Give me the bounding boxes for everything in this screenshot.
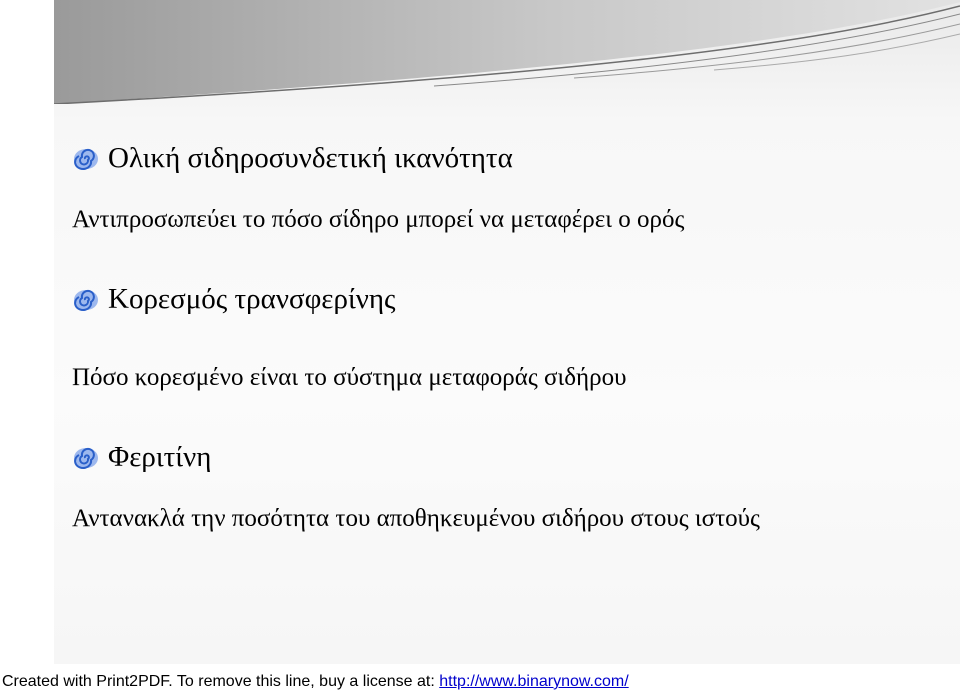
section-heading: Φεριτίνη <box>108 441 212 473</box>
section-heading-row <box>72 283 396 316</box>
section-heading-row <box>72 441 211 474</box>
section-text: Αντιπροσωπεύει το πόσο σίδηρο μπορεί να μεταφέρει ο ορός <box>72 206 685 233</box>
swirl-bullet-icon <box>72 147 100 171</box>
swirl-bullet-icon <box>72 446 100 470</box>
swirl-bullet-icon <box>72 288 100 312</box>
section-heading: Ολική σιδηροσυνδετική ικανότητα <box>108 142 513 174</box>
footer-text: Created with Print2PDF. To remove this line, buy a license at: <box>2 673 440 690</box>
license-link[interactable]: http://www.binarynow.com/ <box>439 673 629 690</box>
slide <box>54 0 960 664</box>
section-heading: Κορεσμός τρανσφερίνης <box>108 283 396 315</box>
watermark-footer <box>0 669 960 695</box>
section-text: Αντανακλά την ποσότητα του αποθηκευμένου σιδήρου στους ιστούς <box>72 505 760 532</box>
decorative-swoosh-header <box>54 0 960 104</box>
section-text: Πόσο κορεσμένο είναι το σύστημα μεταφοράς σιδήρου <box>72 364 627 391</box>
section-heading-row <box>72 142 513 175</box>
